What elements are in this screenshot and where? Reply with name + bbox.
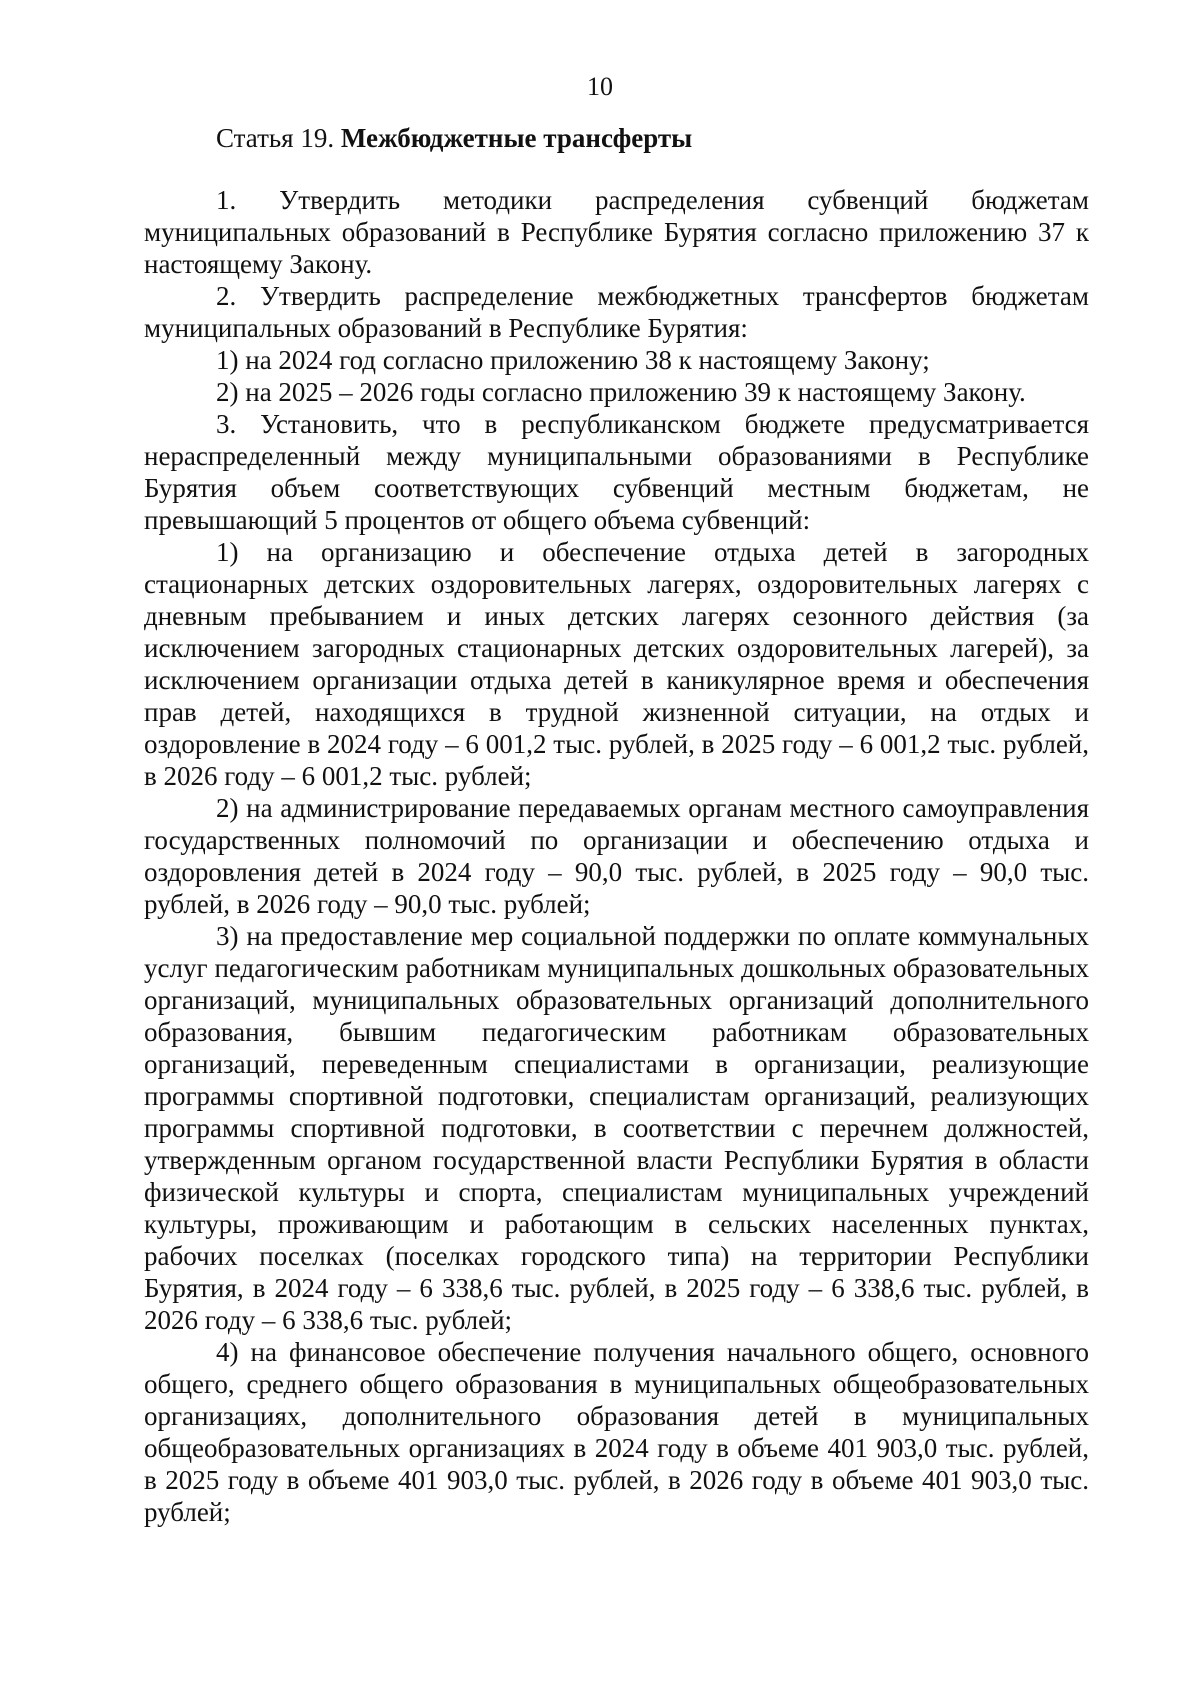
article-label: Статья 19. xyxy=(216,123,335,153)
article-title: Межбюджетные трансферты xyxy=(340,123,693,153)
paragraph-2-item-2: 2) на 2025 – 2026 годы согласно приложению 39 к настоящему Закону. xyxy=(216,377,1026,407)
paragraph-3: 3. Установить, что в республиканском бюджете предусматривается нераспределенный между муниципальными образованиями в Республике Бурятия объем соответствующих субвенций местным бюджетам, не превышающий 5 процентов от общего объема субвенций: xyxy=(144,409,1089,535)
paragraph-3-item-1: 1) на организацию и обеспечение отдыха детей в загородных стационарных детских оздоровительных лагерях, оздоровительных лагерях с дневным пребыванием и иных детских лагерях сезонного действия (за исключением загородных стационарных детских оздоровительных лагерей), за исключением организации отдыха детей в каникулярное время и обеспечения прав детей, находящихся в трудной жизненной ситуации, на отдых и оздоровление в 2024 году – 6 001,2 тыс. рублей, в 2025 году – 6 001,2 тыс. рублей, в 2026 году – 6 001,2 тыс. рублей; xyxy=(144,537,1089,791)
article-heading xyxy=(216,122,692,154)
paragraph-3-item-3: 3) на предоставление мер социальной поддержки по оплате коммунальных услуг педагогическим работникам муниципальных дошкольных образовательных организаций, муниципальных образовательных организаций дополнительного образования, бывшим педагогическим работникам образовательных организаций, переведенным специалистами в организации, реализующие программы спортивной подготовки, специалистам организаций, реализующих программы спортивной подготовки, в соответствии с перечнем должностей, утвержденным органом государственной власти Республики Бурятия в области физической культуры и спорта, специалистам муниципальных учреждений культуры, проживающим и работающим в сельских населенных пунктах, рабочих поселках (поселках городского типа) на территории Республики Бурятия, в 2024 году – 6 338,6 тыс. рублей, в 2025 году – 6 338,6 тыс. рублей, в 2026 году – 6 338,6 тыс. рублей; xyxy=(144,921,1089,1335)
paragraph-1: 1. Утвердить методики распределения субвенций бюджетам муниципальных образований в Республике Бурятия согласно приложению 37 к настоящему Закону. xyxy=(144,185,1089,279)
paragraph-2-item-1: 1) на 2024 год согласно приложению 38 к настоящему Закону; xyxy=(216,345,930,375)
page-number: 10 xyxy=(587,72,613,101)
paragraph-2: 2. Утвердить распределение межбюджетных трансфертов бюджетам муниципальных образований в Республике Бурятия: xyxy=(144,281,1089,343)
paragraph-3-item-4: 4) на финансовое обеспечение получения начального общего, основного общего, среднего общего образования в муниципальных общеобразовательных организациях, дополнительного образования детей в муниципальных общеобразовательных организациях в 2024 году в объеме 401 903,0 тыс. рублей, в 2025 году в объеме 401 903,0 тыс. рублей, в 2026 году в объеме 401 903,0 тыс. рублей; xyxy=(144,1337,1089,1527)
article-body xyxy=(144,184,1089,1528)
paragraph-3-item-2: 2) на администрирование передаваемых органам местного самоуправления государственных полномочий по организации и обеспечению отдыха и оздоровления детей в 2024 году – 90,0 тыс. рублей, в 2025 году – 90,0 тыс. рублей, в 2026 году – 90,0 тыс. рублей; xyxy=(144,793,1089,919)
